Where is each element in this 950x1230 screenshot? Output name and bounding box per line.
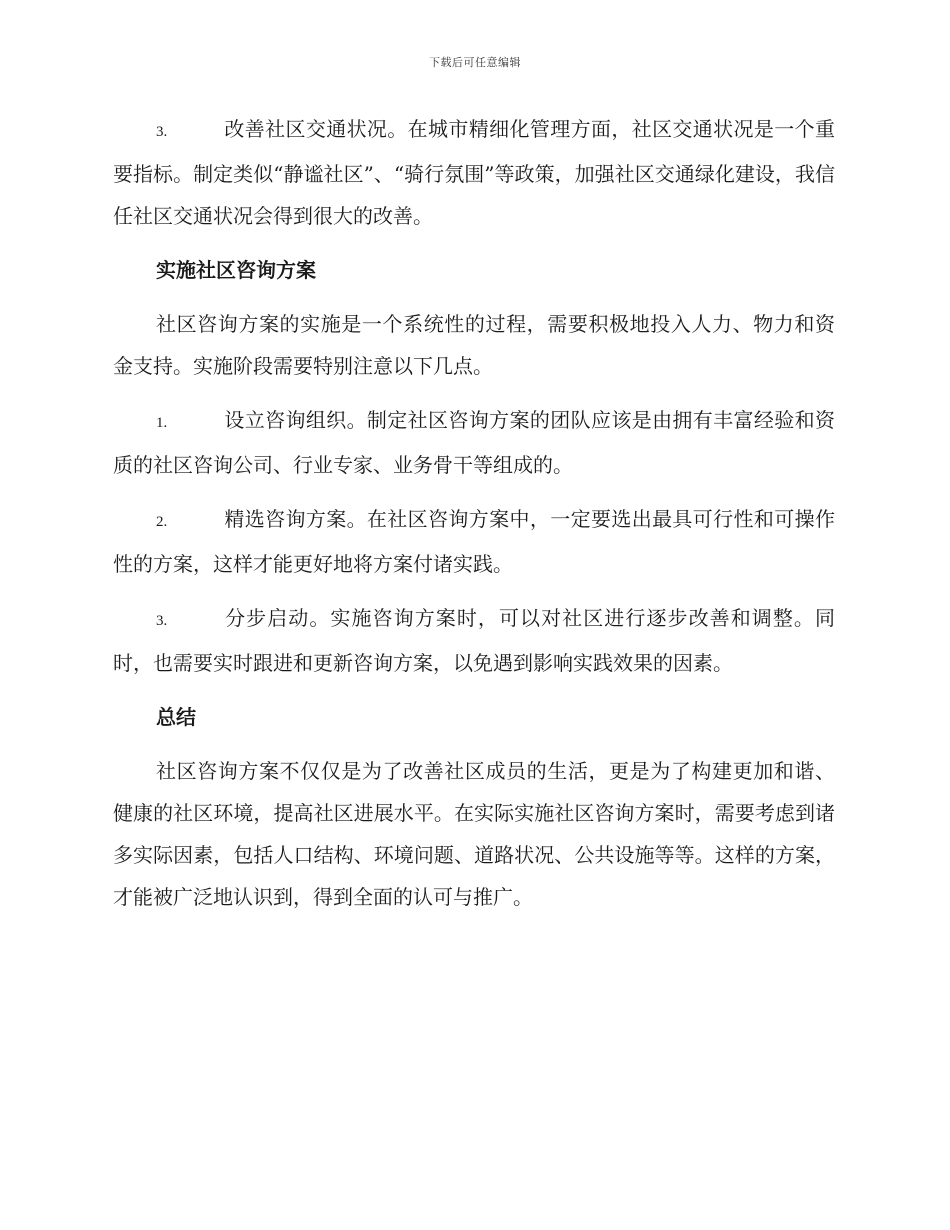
list-item-1 [113, 399, 835, 486]
list-item-text: 分步启动。实施咨询方案时，可以对社区进行逐步改善和调整。同时，也需要实时跟进和更新咨询方案，以免遇到影响实践效果的因素。 [113, 606, 835, 675]
list-number: 2. [156, 514, 168, 530]
list-item-traffic [113, 108, 835, 237]
list-item-text: 改善社区交通状况。在城市精细化管理方面，社区交通状况是一个重要指标。制定类似“静谧社区”、“骑行氛围”等政策，加强社区交通绿化建设，我信任社区交通状况会得到很大的改善。 [113, 117, 835, 228]
page-header: 下载后可任意编辑 [429, 56, 521, 69]
list-number: 3. [156, 124, 168, 140]
list-item-3 [113, 597, 835, 684]
document-body [113, 108, 835, 930]
section-heading-implement: 实施社区咨询方案 [156, 258, 316, 282]
list-number: 1. [156, 415, 168, 431]
list-item-2 [113, 498, 835, 585]
list-number: 3. [156, 613, 168, 629]
paragraph-implement: 社区咨询方案的实施是一个系统性的过程，需要积极地投入人力、物力和资金支持。实施阶段需要特别注意以下几点。 [113, 312, 835, 378]
list-item-text: 设立咨询组织。制定社区咨询方案的团队应该是由拥有丰富经验和资质的社区咨询公司、行业专家、业务骨干等组成的。 [113, 408, 835, 477]
paragraph-summary: 社区咨询方案不仅仅是为了改善社区成员的生活，更是为了构建更加和谐、健康的社区环境，提高社区进展水平。在实际实施社区咨询方案时，需要考虑到诸多实际因素，包括人口结构、环境问题、道路状况、公共设施等等。这样的方案，才能被广泛地认识到，得到全面的认可与推广。 [113, 759, 835, 909]
list-item-text: 精选咨询方案。在社区咨询方案中，一定要选出最具可行性和可操作性的方案，这样才能更好地将方案付诸实践。 [113, 507, 835, 576]
section-heading-summary: 总结 [156, 705, 196, 729]
